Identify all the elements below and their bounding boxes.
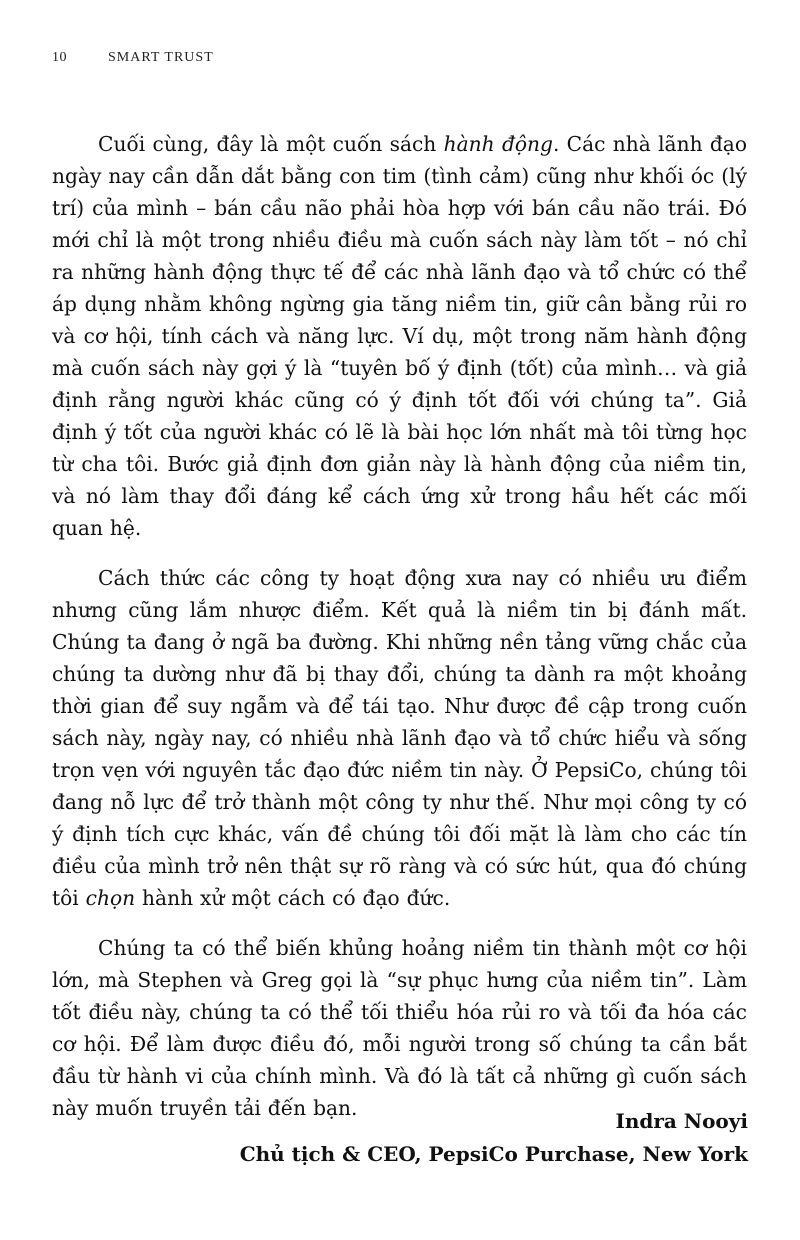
emphasis-chon: chọn (85, 886, 136, 910)
text-segment: hành xử một cách có đạo đức. (135, 886, 451, 910)
running-header (52, 50, 214, 66)
page-number: 10 (52, 50, 67, 65)
signature-title: Chủ tịch & CEO, PepsiCo Purchase, New York (239, 1142, 748, 1166)
text-segment: Cách thức các công ty hoạt động xưa nay có nhiều ưu điểm nhưng cũng lắm nhược điểm. Kết quả là niềm tin bị đánh mất. Chúng ta đang ở ngã ba đường. Khi những nền tảng vững chắc của chúng ta dường như đã bị thay đổi, chúng ta dành ra một khoảng thời gian để suy ngẫm và để tái tạo. Như được đề cập trong cuốn sách này, ngày nay, có nhiều nhà lãnh đạo và tổ chức hiểu và sống trọn vẹn với nguyên tắc đạo đức niềm tin này. Ở PepsiCo, chúng tôi đang nỗ lực để trở thành một công ty như thế. Như mọi công ty có ý định tích cực khác, vấn đề chúng tôi đối mặt là làm cho các tín điều của mình trở nên thật sự rõ ràng và có sức hút, qua đó chúng tôi (52, 566, 747, 910)
page-body (52, 128, 747, 1142)
paragraph-2 (52, 562, 747, 914)
text-segment: . Các nhà lãnh đạo ngày nay cần dẫn dắt bằng con tim (tình cảm) cũng như khối óc (lý trí) của mình – bán cầu não phải hòa hợp với bán cầu não trái. Đó mới chỉ là một trong nhiều điều mà cuốn sách này làm tốt – nó chỉ ra những hành động thực tế để các nhà lãnh đạo và tổ chức có thể áp dụng nhằm không ngừng gia tăng niềm tin, giữ cân bằng rủi ro và cơ hội, tính cách và năng lực. Ví dụ, một trong năm hành động mà cuốn sách này gợi ý là “tuyên bố ý định (tốt) của mình… và giả định rằng người khác cũng có ý định tốt đối với chúng ta”. Giả định ý tốt của người khác có lẽ là bài học lớn nhất mà tôi từng học từ cha tôi. Bước giả định đơn giản này là hành động của niềm tin, và nó làm thay đổi đáng kể cách ứng xử trong hầu hết các mối quan hệ. (52, 132, 747, 540)
paragraph-1 (52, 128, 747, 544)
text-segment: Cuối cùng, đây là một cuốn sách (98, 132, 444, 156)
text-segment: Chúng ta có thể biến khủng hoảng niềm tin thành một cơ hội lớn, mà Stephen và Greg gọi là “sự phục hưng của niềm tin”. Làm tốt điều này, chúng ta có thể tối thiểu hóa rủi ro và tối đa hóa các cơ hội. Để làm được điều đó, mỗi người trong số chúng ta cần bắt đầu từ hành vi của chính mình. Và đó là tất cả những gì cuốn sách này muốn truyền tải đến bạn. (52, 936, 747, 1120)
paragraph-3 (52, 932, 747, 1124)
signature-name: Indra Nooyi (615, 1109, 748, 1133)
book-title: SMART TRUST (108, 50, 214, 65)
signature-block (240, 1105, 748, 1171)
emphasis-hanh-dong: hành động (443, 132, 553, 156)
